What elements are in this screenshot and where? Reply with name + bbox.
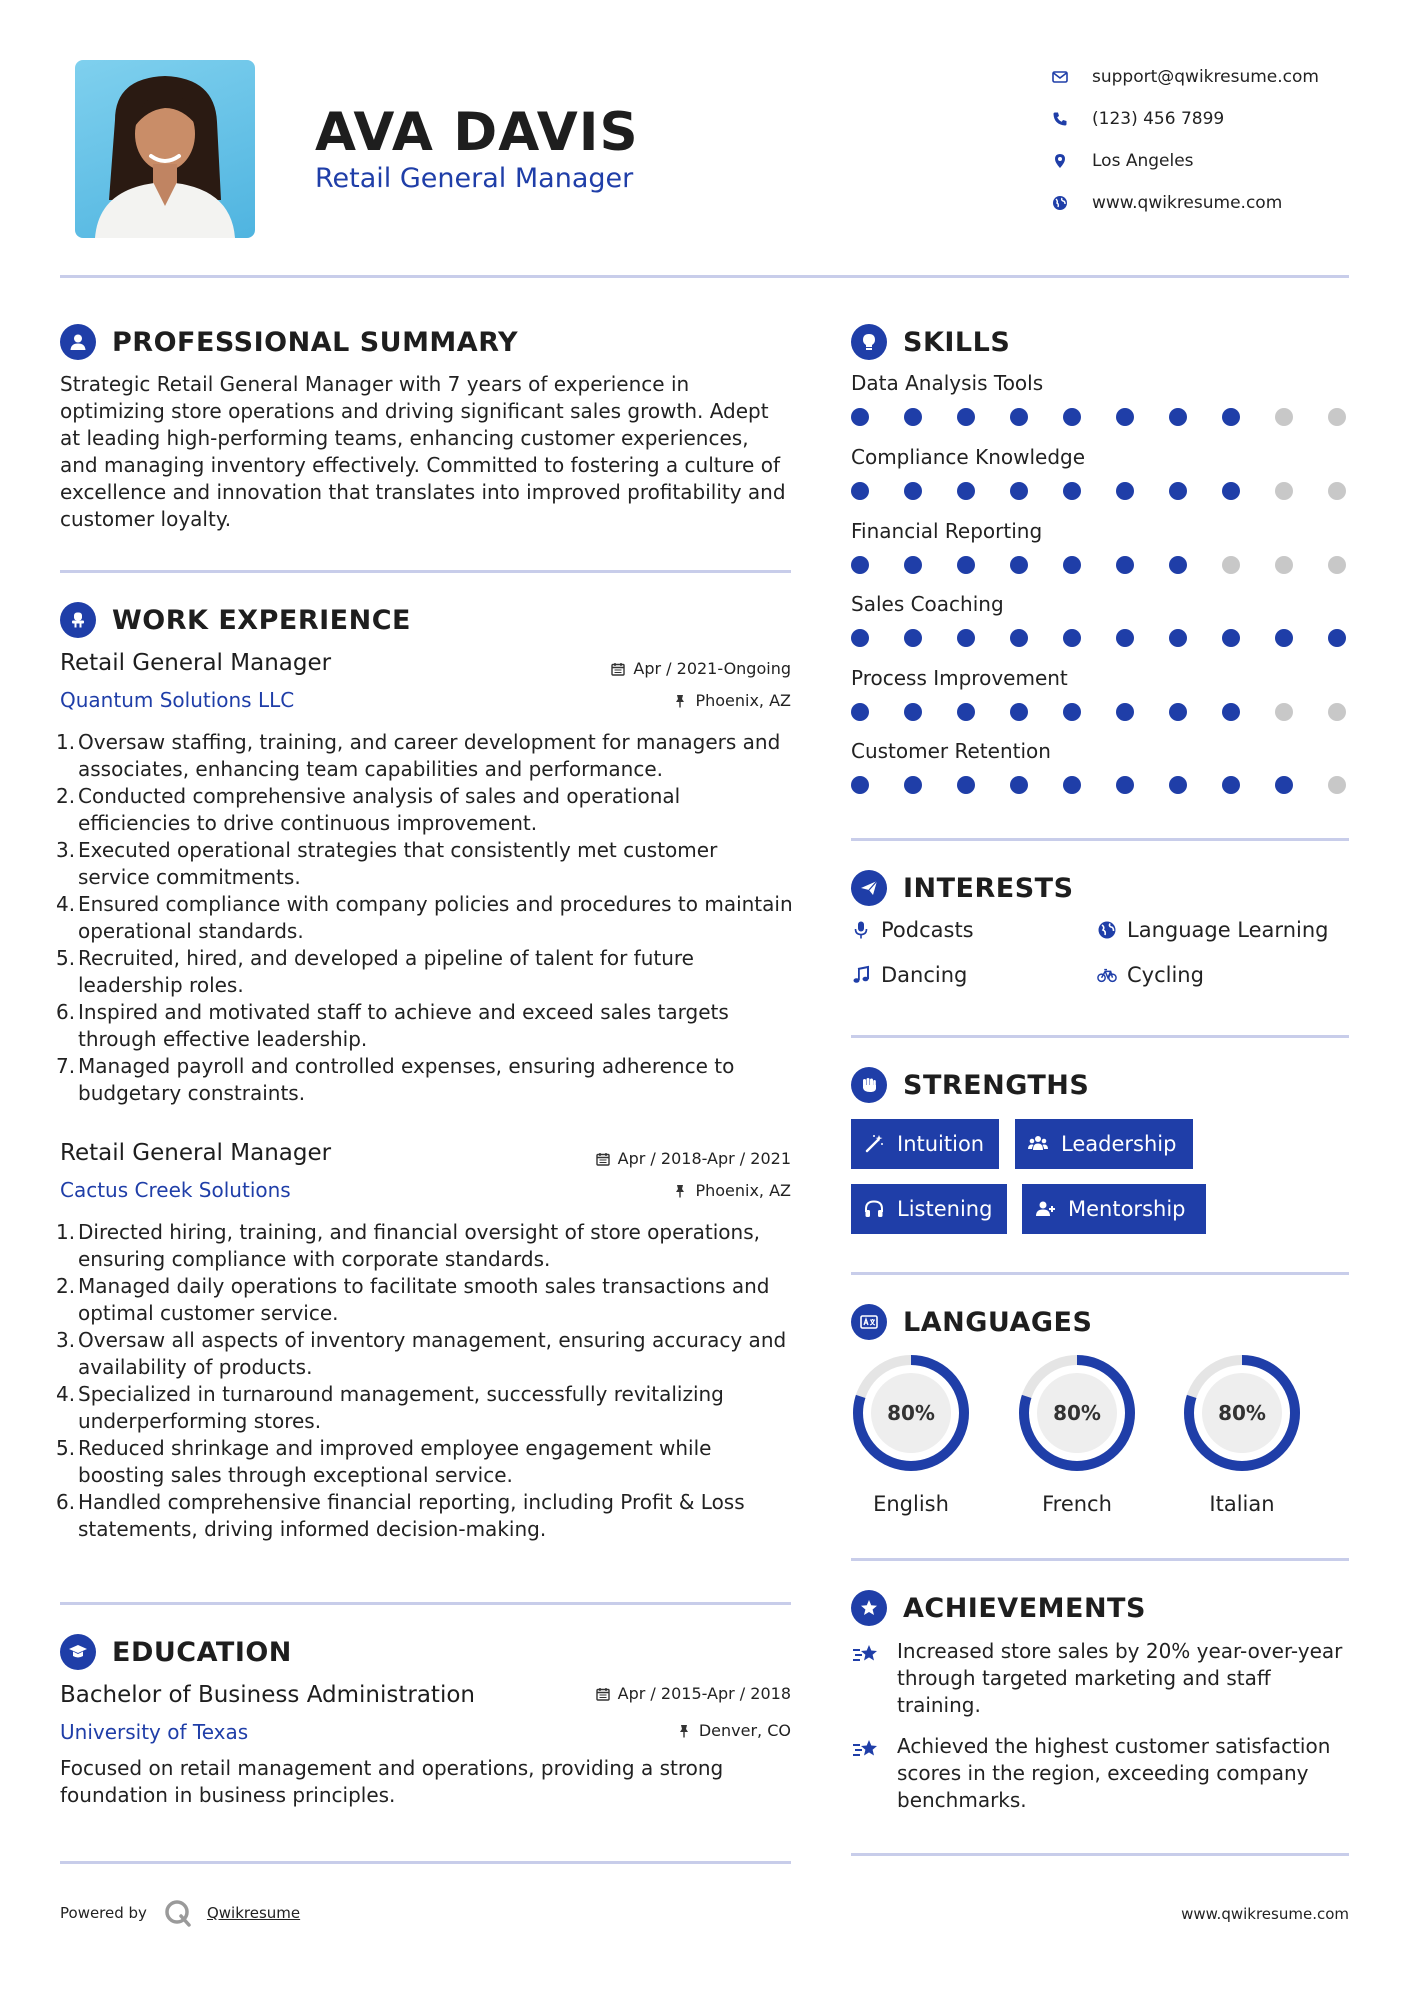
fist-icon (851, 1067, 887, 1103)
contact-website-text: www.qwikresume.com (1092, 193, 1283, 213)
language-ring (849, 1351, 973, 1475)
skill-dot-filled (957, 703, 975, 721)
skill-rating (851, 482, 1331, 500)
skill-dot-filled (1116, 629, 1134, 647)
list-item: 6. Handled comprehensive financial reporting, including Profit & Loss statements, driving informed decision-making. (56, 1490, 745, 1541)
contact-website[interactable] (1050, 182, 1319, 224)
pushpin-icon (677, 1724, 691, 1738)
skill-dot-filled (957, 776, 975, 794)
magic-wand-icon (863, 1133, 885, 1155)
list-item: 2. Managed daily operations to facilitate smooth sales transactions and optimal customer service. (56, 1274, 770, 1325)
languages-title: LANGUAGES (903, 1306, 1093, 1338)
lightbulb-icon (851, 324, 887, 360)
music-note-icon (851, 965, 871, 985)
strengths-heading (851, 1067, 1089, 1103)
skill-dot-filled (1010, 703, 1028, 721)
headphones-icon (863, 1198, 885, 1220)
skill-dot-empty (1328, 776, 1346, 794)
microphone-icon (851, 920, 871, 940)
summary-divider (60, 570, 791, 573)
list-item: 6. Inspired and motivated staff to achieve and exceed sales targets through effective leadership. (56, 1000, 729, 1051)
skill-rating (851, 556, 1331, 574)
language-percent: 80% (1218, 1401, 1266, 1425)
skill-dot-filled (1169, 776, 1187, 794)
skill-dot-filled (1063, 703, 1081, 721)
skill-dot-filled (904, 556, 922, 574)
shooting-star-icon (851, 1735, 881, 1765)
skill-rating (851, 629, 1331, 647)
education-title: EDUCATION (112, 1636, 292, 1668)
skill-dot-filled (904, 703, 922, 721)
education-divider (60, 1861, 791, 1864)
strength-tag-intuition: Intuition (851, 1119, 999, 1169)
skill-dot-filled (1222, 482, 1240, 500)
interests-title: INTERESTS (903, 872, 1074, 904)
work-title: WORK EXPERIENCE (112, 604, 411, 636)
job-1-location-text: Phoenix, AZ (695, 691, 791, 710)
summary-title: PROFESSIONAL SUMMARY (112, 326, 519, 358)
languages-divider (851, 1558, 1349, 1561)
qwikresume-link[interactable]: Qwikresume (206, 1904, 301, 1922)
contact-phone[interactable] (1050, 98, 1319, 140)
contact-list (1050, 56, 1319, 224)
languages-heading (851, 1304, 1092, 1340)
achievement-item: Increased store sales by 20% year-over-year through targeted marketing and staff training. (851, 1638, 1351, 1719)
contact-phone-text: (123) 456 7899 (1092, 109, 1225, 129)
phone-icon (1050, 109, 1070, 129)
list-item: 5. Recruited, hired, and developed a pipeline of talent for future leadership roles. (56, 946, 694, 997)
skill-name: Sales Coaching (851, 592, 1004, 616)
skill-dot-filled (1010, 408, 1028, 426)
education-dates (596, 1684, 791, 1703)
skill-dot-empty (1328, 703, 1346, 721)
skill-rating (851, 703, 1331, 721)
briefcase-icon (60, 602, 96, 638)
achievements-divider (851, 1853, 1349, 1856)
skill-dot-filled (851, 408, 869, 426)
skill-name: Process Improvement (851, 666, 1068, 690)
strength-tag-leadership: Leadership (1015, 1119, 1193, 1169)
user-plus-icon (1034, 1198, 1056, 1220)
strength-tag-mentorship: Mentorship (1022, 1184, 1206, 1234)
language-english (849, 1351, 973, 1516)
skill-dot-filled (957, 556, 975, 574)
language-percent: 80% (1053, 1401, 1101, 1425)
header-divider (60, 275, 1349, 278)
job-2-dates (596, 1149, 791, 1168)
contact-location (1050, 140, 1319, 182)
shooting-star-icon (851, 1640, 881, 1670)
skill-name: Financial Reporting (851, 519, 1043, 543)
pushpin-icon (673, 1184, 687, 1198)
skill-dot-filled (957, 629, 975, 647)
skill-dot-filled (1116, 776, 1134, 794)
skill-dot-filled (1275, 629, 1293, 647)
skill-dot-empty (1222, 556, 1240, 574)
job-1-duties (56, 729, 795, 1107)
interests-heading (851, 870, 1074, 906)
skill-dot-filled (1116, 556, 1134, 574)
skill-dot-filled (1169, 629, 1187, 647)
achievement-item: Achieved the highest customer satisfaction scores in the region, exceeding company benchmarks. (851, 1733, 1351, 1814)
job-1-location (673, 691, 791, 710)
skill-dot-filled (1116, 703, 1134, 721)
job-1-dates (611, 659, 791, 678)
education-text: Focused on retail management and operations, providing a strong foundation in business principles. (60, 1756, 724, 1807)
job-2-location (673, 1181, 791, 1200)
pushpin-icon (673, 694, 687, 708)
skill-dot-filled (1169, 408, 1187, 426)
language-percent: 80% (887, 1401, 935, 1425)
list-item: 7. Managed payroll and controlled expenses, ensuring adherence to budgetary constraints. (56, 1054, 735, 1105)
skill-dot-filled (1063, 556, 1081, 574)
user-icon (60, 324, 96, 360)
job-1-company: Quantum Solutions LLC (60, 688, 295, 712)
skill-dot-filled (904, 776, 922, 794)
language-name: French (1042, 1492, 1112, 1516)
strengths-divider (851, 1272, 1349, 1275)
globe-icon (1097, 920, 1117, 940)
work-divider (60, 1602, 791, 1605)
calendar-icon (596, 1152, 610, 1166)
skill-dot-filled (1328, 629, 1346, 647)
work-heading (60, 602, 411, 638)
job-2-title: Retail General Manager (60, 1140, 332, 1166)
strength-tag-listening: Listening (851, 1184, 1007, 1234)
skill-dot-filled (1063, 408, 1081, 426)
skill-dot-filled (1116, 482, 1134, 500)
achievements-heading (851, 1590, 1146, 1626)
education-location (677, 1721, 791, 1740)
skill-dot-filled (851, 556, 869, 574)
skill-dot-empty (1275, 408, 1293, 426)
skill-dot-filled (1063, 482, 1081, 500)
users-icon (1027, 1133, 1049, 1155)
skill-dot-filled (1063, 776, 1081, 794)
candidate-role: Retail General Manager (315, 163, 634, 194)
skill-dot-filled (1063, 629, 1081, 647)
calendar-icon (611, 662, 625, 676)
skill-dot-filled (957, 482, 975, 500)
skill-dot-filled (1222, 629, 1240, 647)
skill-dot-filled (1222, 776, 1240, 794)
skill-dot-empty (1328, 408, 1346, 426)
skill-dot-empty (1275, 703, 1293, 721)
job-1-title: Retail General Manager (60, 650, 332, 676)
interest-language-learning: Language Learning (1097, 918, 1328, 942)
star-badge-icon (851, 1590, 887, 1626)
language-ring (1180, 1351, 1304, 1475)
skill-dot-filled (904, 629, 922, 647)
skill-dot-filled (904, 408, 922, 426)
skill-dot-filled (851, 703, 869, 721)
skill-dot-filled (851, 629, 869, 647)
interest-cycling: Cycling (1097, 963, 1204, 987)
skill-dot-empty (1275, 556, 1293, 574)
candidate-name: AVA DAVIS (315, 102, 639, 163)
education-dates-text: Apr / 2015-Apr / 2018 (617, 1684, 791, 1703)
contact-email-text: support@qwikresume.com (1092, 67, 1319, 87)
list-item: 4. Ensured compliance with company policies and procedures to maintain operational standards. (56, 892, 793, 943)
skill-name: Customer Retention (851, 739, 1051, 763)
skill-dot-filled (851, 482, 869, 500)
map-pin-icon (1050, 151, 1070, 171)
summary-heading (60, 324, 518, 360)
language-name: English (873, 1492, 949, 1516)
skill-dot-filled (1169, 556, 1187, 574)
skill-dot-empty (1328, 482, 1346, 500)
language-ring (1015, 1351, 1139, 1475)
footer-website[interactable]: www.qwikresume.com (1181, 1905, 1349, 1923)
education-heading (60, 1634, 292, 1670)
paper-plane-icon (851, 870, 887, 906)
skills-title: SKILLS (903, 326, 1011, 358)
language-icon (851, 1304, 887, 1340)
skill-dot-filled (957, 408, 975, 426)
skill-dot-empty (1275, 482, 1293, 500)
skills-divider (851, 838, 1349, 841)
skill-dot-empty (1328, 556, 1346, 574)
interest-dancing: Dancing (851, 963, 967, 987)
job-2-location-text: Phoenix, AZ (695, 1181, 791, 1200)
footer-powered-by: Powered by Qwikresume (60, 1898, 300, 1928)
calendar-icon (596, 1687, 610, 1701)
profile-photo (75, 60, 255, 238)
skill-dot-filled (1222, 408, 1240, 426)
bicycle-icon (1097, 965, 1117, 985)
globe-icon (1050, 193, 1070, 213)
strengths-title: STRENGTHS (903, 1069, 1090, 1101)
interests-divider (851, 1035, 1349, 1038)
skill-dot-filled (1010, 776, 1028, 794)
contact-location-text: Los Angeles (1092, 151, 1194, 171)
skill-dot-filled (851, 776, 869, 794)
education-degree: Bachelor of Business Administration (60, 1682, 475, 1708)
list-item: 4. Specialized in turnaround management, successfully revitalizing underperforming stores. (56, 1382, 724, 1433)
language-name: Italian (1209, 1492, 1275, 1516)
list-item: 3. Executed operational strategies that consistently met customer service commitments. (56, 838, 718, 889)
language-french (1015, 1351, 1139, 1516)
skill-dot-filled (1010, 629, 1028, 647)
job-2-dates-text: Apr / 2018-Apr / 2021 (617, 1149, 791, 1168)
qwikresume-logo-icon (163, 1898, 193, 1928)
skill-name: Compliance Knowledge (851, 445, 1086, 469)
job-1-dates-text: Apr / 2021-Ongoing (633, 659, 791, 678)
job-2-duties (56, 1219, 795, 1543)
list-item: 5. Reduced shrinkage and improved employee engagement while boosting sales through exceptional service. (56, 1436, 712, 1487)
job-2-company: Cactus Creek Solutions (60, 1178, 291, 1202)
list-item: 3. Oversaw all aspects of inventory management, ensuring accuracy and availability of products. (56, 1328, 787, 1379)
skill-dot-filled (904, 482, 922, 500)
skill-dot-filled (1116, 408, 1134, 426)
skill-rating (851, 776, 1331, 794)
education-location-text: Denver, CO (698, 1721, 791, 1740)
skills-heading (851, 324, 1010, 360)
skill-dot-filled (1169, 703, 1187, 721)
skill-rating (851, 408, 1331, 426)
skill-dot-filled (1010, 482, 1028, 500)
list-item: 1. Directed hiring, training, and financial oversight of store operations, ensuring compliance with corporate standards. (56, 1220, 760, 1271)
skill-dot-filled (1275, 776, 1293, 794)
skill-dot-filled (1010, 556, 1028, 574)
language-italian (1180, 1351, 1304, 1516)
graduation-icon (60, 1634, 96, 1670)
interest-podcasts: Podcasts (851, 918, 974, 942)
envelope-icon (1050, 67, 1070, 87)
achievements-title: ACHIEVEMENTS (903, 1592, 1146, 1624)
list-item: 1. Oversaw staffing, training, and career development for managers and associates, enhancing team capabilities and performance. (56, 730, 781, 781)
skill-name: Data Analysis Tools (851, 371, 1044, 395)
summary-text: Strategic Retail General Manager with 7 years of experience in optimizing store operations and driving significant sales growth. Adept at leading high-performing teams, enhancing customer experiences, and managing inventory effectively. Committed to fostering a culture of excellence and innovation that translates into improved profitability and customer loyalty. (60, 372, 786, 531)
list-item: 2. Conducted comprehensive analysis of sales and operational efficiencies to drive continuous improvement. (56, 784, 681, 835)
skill-dot-filled (1169, 482, 1187, 500)
skill-dot-filled (1222, 703, 1240, 721)
contact-email[interactable] (1050, 56, 1319, 98)
education-school: University of Texas (60, 1720, 249, 1744)
